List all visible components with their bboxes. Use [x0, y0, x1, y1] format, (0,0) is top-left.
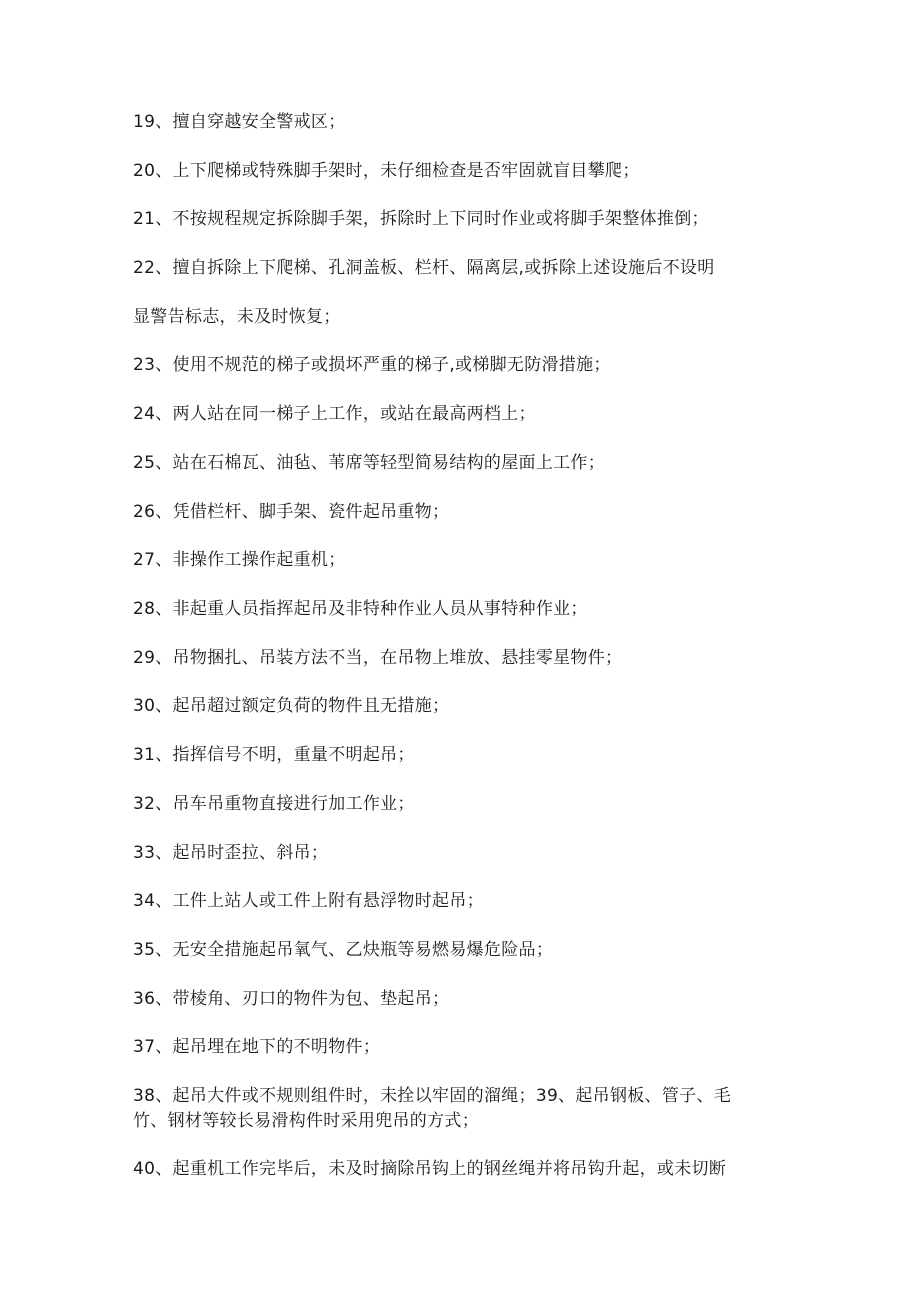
line-33: 33、起吊时歪拉、斜吊； — [133, 843, 329, 863]
line-27: 27、非操作工操作起重机； — [133, 550, 346, 570]
line-21: 21、不按规程规定拆除脚手架，拆除时上下同时作业或将脚手架整体推倒； — [133, 209, 709, 229]
line-35: 35、无安全措施起吊氧气、乙炔瓶等易燃易爆危险品； — [133, 940, 554, 960]
line-32: 32、吊车吊重物直接进行加工作业； — [133, 794, 415, 814]
line-20: 20、上下爬梯或特殊脚手架时，未仔细检查是否牢固就盲目攀爬； — [133, 161, 640, 181]
line-28: 28、非起重人员指挥起吊及非特种作业人员从事特种作业； — [133, 599, 588, 619]
line-25: 25、站在石棉瓦、油毡、苇席等轻型简易结构的屋面上工作； — [133, 453, 606, 473]
line-19: 19、擅自穿越安全警戒区； — [133, 112, 346, 132]
line-39-cont: 竹、钢材等较长易滑构件时采用兜吊的方式； — [133, 1111, 479, 1131]
line-29: 29、吊物捆扎、吊装方法不当，在吊物上堆放、悬挂零星物件； — [133, 648, 623, 668]
line-26: 26、凭借栏杆、脚手架、瓷件起吊重物； — [133, 502, 450, 522]
line-23: 23、使用不规范的梯子或损坏严重的梯子,或梯脚无防滑措施； — [133, 355, 611, 375]
line-38-39: 38、起吊大件或不规则组件时，未拴以牢固的溜绳；39、起吊钢板、管子、毛 — [133, 1086, 732, 1106]
line-34: 34、工件上站人或工件上附有悬浮物时起吊； — [133, 891, 484, 911]
line-24: 24、两人站在同一梯子上工作，或站在最高两档上； — [133, 404, 536, 424]
line-30: 30、起吊超过额定负荷的物件且无措施； — [133, 696, 450, 716]
line-40: 40、起重机工作完毕后，未及时摘除吊钩上的钢丝绳并将吊钩升起，或未切断 — [133, 1159, 727, 1179]
line-31: 31、指挥信号不明，重量不明起吊； — [133, 745, 415, 765]
line-36: 36、带棱角、刃口的物件为包、垫起吊； — [133, 989, 450, 1009]
line-22: 22、擅自拆除上下爬梯、孔洞盖板、栏杆、隔离层,或拆除上述设施后不设明 — [133, 258, 715, 278]
line-22-cont: 显警告标志，未及时恢复； — [133, 307, 341, 327]
line-37: 37、起吊埋在地下的不明物件； — [133, 1037, 381, 1057]
